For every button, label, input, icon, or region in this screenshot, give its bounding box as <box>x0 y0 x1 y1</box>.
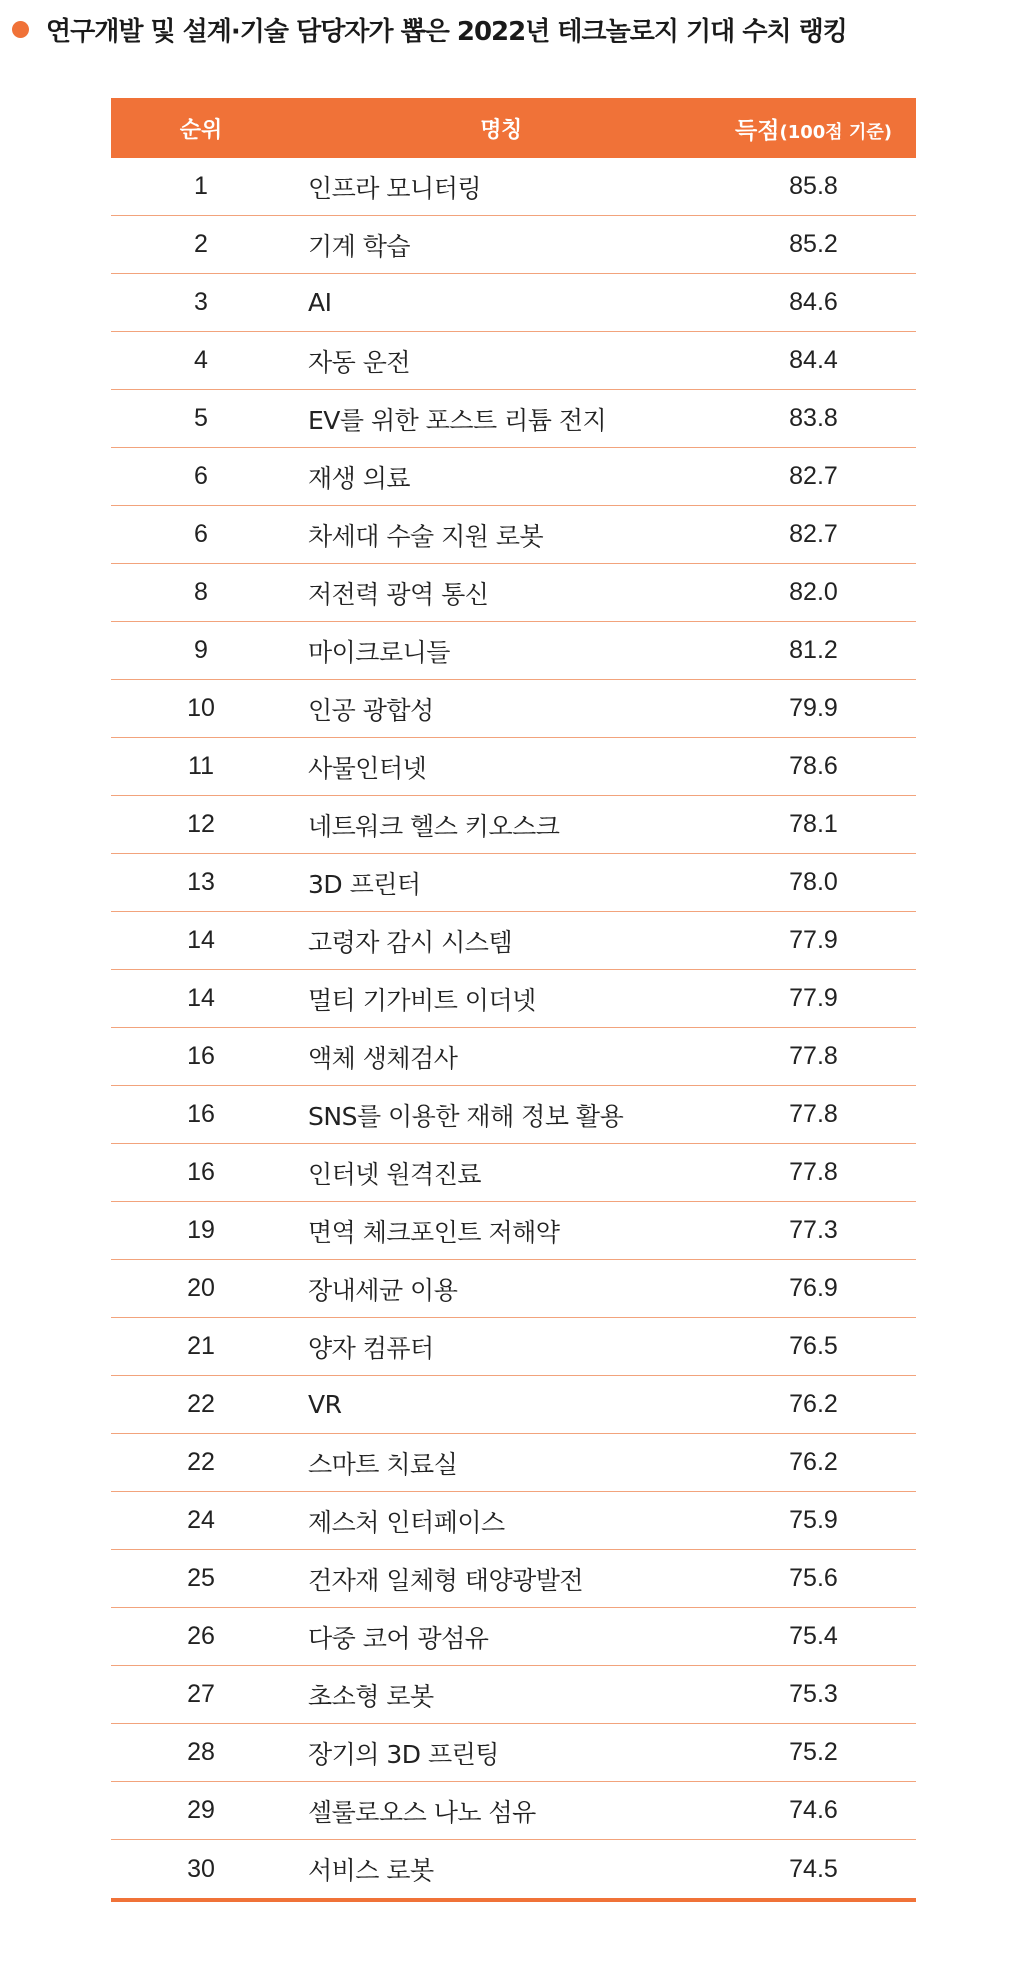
cell-name: 인터넷 원격진료 <box>308 1159 481 1189</box>
header-rank: 순위 <box>179 117 223 143</box>
table-row <box>111 506 916 564</box>
cell-name: 자동 운전 <box>308 347 411 377</box>
table-row <box>111 1086 916 1144</box>
table-row <box>111 332 916 390</box>
cell-rank: 2 <box>194 230 208 258</box>
cell-rank: 12 <box>187 810 215 838</box>
cell-name: 사물인터넷 <box>308 753 427 783</box>
cell-rank: 14 <box>187 926 215 954</box>
table-row <box>111 1318 916 1376</box>
page-title: 연구개발 및 설계·기술 담당자가 뽑은 2022년 테크놀로지 기대 수치 랭킹 <box>46 16 847 47</box>
cell-score: 77.8 <box>789 1158 838 1186</box>
cell-score: 75.9 <box>789 1506 838 1534</box>
cell-name: 인프라 모니터링 <box>308 173 481 203</box>
cell-rank: 20 <box>187 1274 215 1302</box>
cell-name: 네트워크 헬스 키오스크 <box>308 811 560 841</box>
table-row <box>111 1202 916 1260</box>
cell-rank: 24 <box>187 1506 215 1534</box>
table-row <box>111 1260 916 1318</box>
cell-name: 장기의 3D 프린팅 <box>308 1739 499 1769</box>
cell-name: SNS를 이용한 재해 정보 활용 <box>308 1101 624 1131</box>
cell-score: 85.8 <box>789 172 838 200</box>
cell-score: 76.2 <box>789 1390 838 1418</box>
table-row <box>111 448 916 506</box>
cell-name: 차세대 수술 지원 로봇 <box>308 521 544 551</box>
cell-rank: 8 <box>194 578 208 606</box>
table-header <box>111 98 916 158</box>
cell-score: 77.9 <box>789 984 838 1012</box>
cell-name: 재생 의료 <box>308 463 411 493</box>
cell-rank: 29 <box>187 1796 215 1824</box>
cell-score: 74.6 <box>789 1796 838 1824</box>
cell-rank: 25 <box>187 1564 215 1592</box>
cell-score: 77.9 <box>789 926 838 954</box>
cell-rank: 5 <box>194 404 208 432</box>
cell-name: AI <box>308 288 332 317</box>
cell-name: 건자재 일체형 태양광발전 <box>308 1565 584 1595</box>
table-row <box>111 158 916 216</box>
header-score-sub: (100점 기준) <box>779 121 892 143</box>
cell-name: 멀티 기가비트 이더넷 <box>308 985 536 1015</box>
cell-name: 셀룰로오스 나노 섬유 <box>308 1797 536 1827</box>
cell-rank: 19 <box>187 1216 215 1244</box>
title-row <box>12 8 847 50</box>
table-row <box>111 680 916 738</box>
cell-rank: 14 <box>187 984 215 1012</box>
table-row <box>111 274 916 332</box>
cell-rank: 6 <box>194 520 208 548</box>
cell-rank: 30 <box>187 1854 215 1883</box>
table-row <box>111 1028 916 1086</box>
cell-name: 기계 학습 <box>308 231 411 261</box>
cell-rank: 16 <box>187 1100 215 1128</box>
header-score-main: 득점 <box>735 117 780 144</box>
header-name: 명칭 <box>480 117 522 143</box>
cell-name: 제스처 인터페이스 <box>308 1507 505 1537</box>
table-row <box>111 854 916 912</box>
cell-score: 78.1 <box>789 810 838 838</box>
cell-score: 78.6 <box>789 752 838 780</box>
cell-rank: 22 <box>187 1448 215 1476</box>
table-row <box>111 1550 916 1608</box>
table-row <box>111 1376 916 1434</box>
table-row <box>111 216 916 274</box>
table-row <box>111 1724 916 1782</box>
cell-score: 82.0 <box>789 578 838 606</box>
cell-score: 74.5 <box>789 1854 838 1883</box>
cell-rank: 16 <box>187 1042 215 1070</box>
cell-rank: 28 <box>187 1738 215 1766</box>
cell-score: 76.5 <box>789 1332 838 1360</box>
table-row <box>111 1608 916 1666</box>
cell-score: 77.8 <box>789 1100 838 1128</box>
cell-score: 77.3 <box>789 1216 838 1244</box>
cell-score: 75.4 <box>789 1622 838 1650</box>
cell-name: 양자 컴퓨터 <box>308 1333 434 1363</box>
cell-name: 면역 체크포인트 저해약 <box>308 1217 560 1247</box>
table-row <box>111 1666 916 1724</box>
cell-name: 3D 프린터 <box>308 869 421 899</box>
cell-score: 76.9 <box>789 1274 838 1302</box>
cell-rank: 1 <box>194 172 208 200</box>
cell-score: 82.7 <box>789 520 838 548</box>
cell-name: EV를 위한 포스트 리튬 전지 <box>308 405 607 435</box>
cell-score: 75.2 <box>789 1738 838 1766</box>
cell-name: 다중 코어 광섬유 <box>308 1623 489 1653</box>
table-row <box>111 622 916 680</box>
cell-rank: 16 <box>187 1158 215 1186</box>
cell-score: 78.0 <box>789 868 838 896</box>
cell-rank: 11 <box>188 752 214 780</box>
cell-rank: 9 <box>194 636 208 664</box>
cell-name: VR <box>308 1390 342 1419</box>
cell-score: 76.2 <box>789 1448 838 1476</box>
cell-rank: 27 <box>187 1680 215 1708</box>
ranking-table <box>111 98 916 1902</box>
cell-rank: 22 <box>187 1390 215 1418</box>
cell-name: 인공 광합성 <box>308 695 434 725</box>
cell-score: 85.2 <box>789 230 838 258</box>
table-row <box>111 1492 916 1550</box>
cell-score: 82.7 <box>789 462 838 490</box>
bullet-dot-icon <box>12 21 29 38</box>
cell-score: 77.8 <box>789 1042 838 1070</box>
cell-score: 81.2 <box>789 636 838 664</box>
table-row <box>111 970 916 1028</box>
table-row <box>111 1782 916 1840</box>
table-row <box>111 796 916 854</box>
cell-rank: 26 <box>187 1622 215 1650</box>
cell-rank: 10 <box>187 694 215 722</box>
cell-name: 초소형 로봇 <box>308 1681 434 1711</box>
cell-name: 고령자 감시 시스템 <box>308 927 513 957</box>
cell-score: 75.3 <box>789 1680 838 1708</box>
cell-name: 서비스 로봇 <box>308 1856 434 1885</box>
cell-score: 79.9 <box>789 694 838 722</box>
cell-score: 84.4 <box>789 346 838 374</box>
table-body <box>111 158 916 1898</box>
table-row <box>111 1144 916 1202</box>
header-score <box>711 112 916 145</box>
table-row <box>111 1840 916 1898</box>
cell-rank: 13 <box>187 868 215 896</box>
cell-name: 장내세균 이용 <box>308 1275 458 1305</box>
table-row <box>111 738 916 796</box>
table-row <box>111 390 916 448</box>
cell-name: 액체 생체검사 <box>308 1043 458 1073</box>
cell-rank: 21 <box>187 1332 215 1360</box>
table-row <box>111 1434 916 1492</box>
cell-name: 스마트 치료실 <box>308 1449 458 1479</box>
cell-score: 83.8 <box>789 404 838 432</box>
cell-name: 마이크로니들 <box>308 637 450 667</box>
cell-score: 75.6 <box>789 1564 838 1592</box>
cell-rank: 6 <box>194 462 208 490</box>
cell-name: 저전력 광역 통신 <box>308 579 489 609</box>
cell-score: 84.6 <box>789 288 838 316</box>
table-row <box>111 912 916 970</box>
table-row <box>111 564 916 622</box>
cell-rank: 3 <box>194 288 208 316</box>
cell-rank: 4 <box>194 346 208 374</box>
